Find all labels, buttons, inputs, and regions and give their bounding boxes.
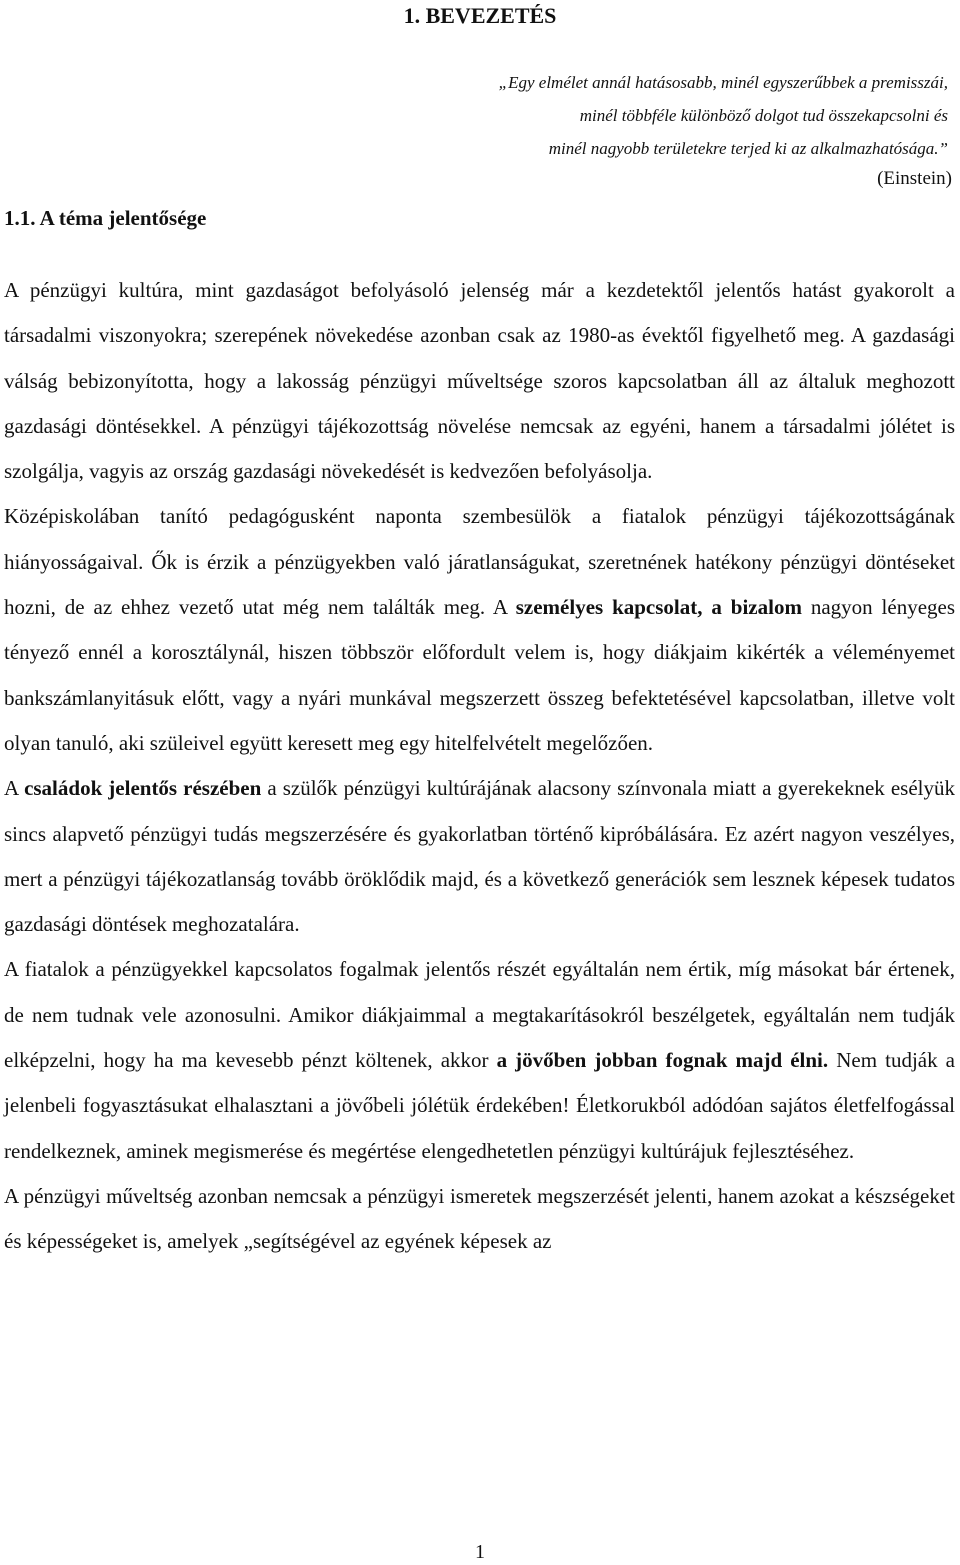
paragraph-text: a szülők pénzügyi kultúrájának alacsony színvonala miatt a gyerekeknek esélyük sincs alapvető pénzügyi tudás megszerzésére és gyakorlatban történő kipróbálására. Ez azért nagyon veszélyes, mert a pénzügyi tájékozatlanság tovább öröklődik majd, és a következő generációk sem lesznek képesek tudatos gazdasági döntések meghozatalára. — [4, 776, 956, 937]
chapter-heading: 1. BEVEZETÉS — [403, 3, 557, 28]
paragraph — [4, 947, 955, 1173]
paragraph-text: A fiatalok a pénzügyekkel kapcsolatos fogalmak jelentős részét egyáltalán nem értik, míg másokat bár értenek, de nem tudnak vele azonosulni. Amikor diákjaimmal a megtakarításokról beszélgetek, egyáltalán nem tudják elképzelni, hogy ha ma kevesebb pénzt költenek, akkor — [4, 957, 955, 1073]
epigraph — [328, 66, 948, 165]
paragraph-text: Középiskolában tanító pedagógusként naponta szembesülök a fiatalok pénzügyi tájékozottságának hiányosságaival. Ők is érzik a pénzügyekben való járatlanságukat, szeretnének hatékony pénzügyi döntéseket hozni, de az ehhez vezető utat még nem találták meg. A — [4, 504, 955, 620]
epigraph-line: „Egy elmélet annál hatásosabb, minél egyszerűbbek a premisszái, — [498, 73, 948, 92]
paragraph — [4, 766, 955, 947]
epigraph-line: minél többféle különböző dolgot tud összekapcsolni és — [579, 106, 948, 125]
paragraph — [4, 1174, 955, 1265]
emphasis-text: a jövőben jobban fognak majd élni. — [496, 1048, 829, 1073]
emphasis-text: személyes kapcsolat, a bizalom — [515, 595, 802, 620]
emphasis-text: családok jelentős részében — [24, 776, 262, 801]
epigraph-line: minél nagyobb területekre terjed ki az alkalmazhatósága.” — [548, 139, 948, 158]
body-text — [4, 268, 955, 1265]
paragraph-text: A — [4, 776, 25, 801]
paragraph-text: A pénzügyi műveltség azonban nemcsak a pénzügyi ismeretek megszerzését jelenti, hanem azokat a készségeket és képességeket is, amelyek „segítségével az egyének képesek az — [4, 1183, 955, 1254]
paragraph-text: Nem tudják a jelenbeli fogyasztásukat elhalasztani a jövőbeli jólétük érdekében! Életkorukból adódóan sajátos életfelfogással rendelkeznek, aminek megismerése és megértése elengedhetetlen pénzügyi kultúrájuk fejlesztéséhez. — [4, 1048, 956, 1163]
paragraph-text: A pénzügyi kultúra, mint gazdaságot befolyásoló jelenség már a kezdetektől jelentős hatást gyakorolt a társadalmi viszonyokra; szerepének növekedése azonban csak az 1980-as évektől figyelhető meg. A gazdasági válság bebizonyította, hogy a lakosság pénzügyi műveltsége szoros kapcsolatban áll az általuk meghozott gazdasági döntésekkel. A pénzügyi tájékozottság növelése nemcsak az egyéni, hanem a társadalmi jólétet is szolgálja, vagyis az ország gazdasági növekedését is kedvezően befolyásolja. — [4, 278, 955, 484]
epigraph-author: (Einstein) — [877, 168, 952, 189]
section-heading: 1.1. A téma jelentősége — [4, 206, 207, 230]
paragraph — [4, 494, 955, 766]
paragraph-text: nagyon lényeges tényező ennél a korosztálynál, hiszen többször előfordult velem is, hogy diákjaim kikérték a véleményemet bankszámlanyitásuk előtt, vagy a nyári munkával megszerzett összeg befektetésével kapcsolatban, illetve volt olyan tanuló, aki szüleivel együtt keresett meg egy hitelfelvételt megelőzően. — [4, 595, 956, 755]
paragraph — [4, 268, 955, 494]
page-number: 1 — [475, 1541, 485, 1563]
